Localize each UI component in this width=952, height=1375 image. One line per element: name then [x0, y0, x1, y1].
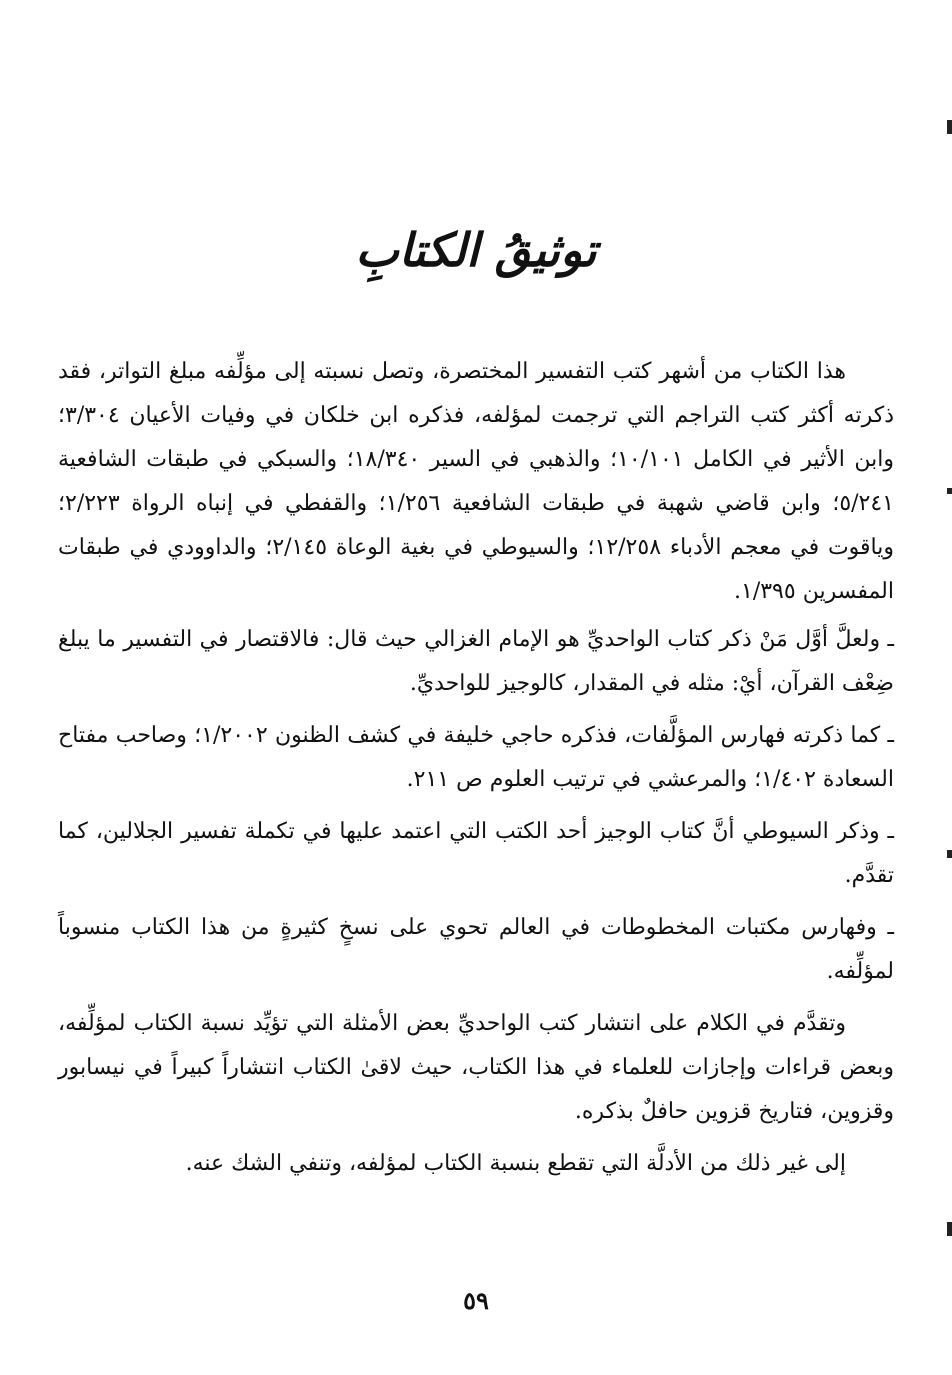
page-title: توثيقُ الكتابِ — [355, 223, 597, 277]
paragraph-conclusion: إلى غير ذلك من الأدلَّة التي تقطع بنسبة الكتاب لمؤلفه، وتنفي الشك عنه. — [185, 1151, 846, 1176]
paragraph-suyuti-mention: ـ وذكر السيوطي أنَّ كتاب الوجيز أحد الكتب التي اعتمد عليها في تكملة تفسير الجلالين، كما تقدَّم. — [58, 819, 894, 888]
scan-edge-mark — [947, 488, 952, 494]
paragraph-spread-of-books: وتقدَّم في الكلام على انتشار كتب الواحديِّ بعض الأمثلة التي تؤيِّد نسبة الكتاب لمؤلِّفه، وبعض قراءات وإجازات للعلماء في هذا الكتاب، حيث لاقىٰ الكتاب انتشاراً كبيراً في نيسابور وقزوين، فتاريخ قزوين حافلٌ بذكره. — [58, 1011, 894, 1124]
scan-edge-mark — [947, 1222, 952, 1236]
scan-edge-mark — [947, 850, 952, 858]
paragraph-catalogs-mention: ـ كما ذكرته فهارس المؤلَّفات، فذكره حاجي خليفة في كشف الظنون ١/٢٠٠٢؛ وصاحب مفتاح السعادة ١/٤٠٢؛ والمرعشي في ترتيب العلوم ص ٢١١. — [58, 723, 894, 792]
paragraph-documentation-sources: هذا الكتاب من أشهر كتب التفسير المختصرة، وتصل نسبته إلى مؤلِّفه مبلغ التواتر، فقد ذكرته أكثر كتب التراجم التي ترجمت لمؤلفه، فذكره ابن خلكان في وفيات الأعيان ٣/٣٠٤؛ وابن الأثير في الكامل ١٠/١٠١؛ والذهبي في السير ١٨/٣٤٠؛ والسبكي في طبقات الشافعية ٥/٢٤١؛ وابن قاضي شهبة في طبقات الشافعية ١/٢٥٦؛ والقفطي في إنباه الرواة ٢/٢٢٣؛ وياقوت في معجم الأدباء ١٢/٢٥٨؛ والسيوطي في بغية الوعاة ٢/١٤٥؛ والداوودي في طبقات المفسرين ١/٣٩٥. — [58, 359, 894, 604]
paragraph-manuscripts-mention: ـ وفهارس مكتبات المخطوطات في العالم تحوي على نسخٍ كثيرةٍ من هذا الكتاب منسوباً لمؤلِّفه. — [58, 915, 894, 984]
paragraph-ghazali-mention: ـ ولعلَّ أوَّل مَنْ ذكر كتاب الواحديِّ هو الإمام الغزالي حيث قال: فالاقتصار في التفسير ما يبلغ ضِعْف القرآن، أيْ: مثله في المقدار، كالوجيز للواحديِّ. — [58, 627, 894, 696]
page-number: ٥٩ — [463, 1286, 489, 1315]
body-text — [58, 350, 894, 1194]
scan-edge-mark — [947, 120, 952, 134]
